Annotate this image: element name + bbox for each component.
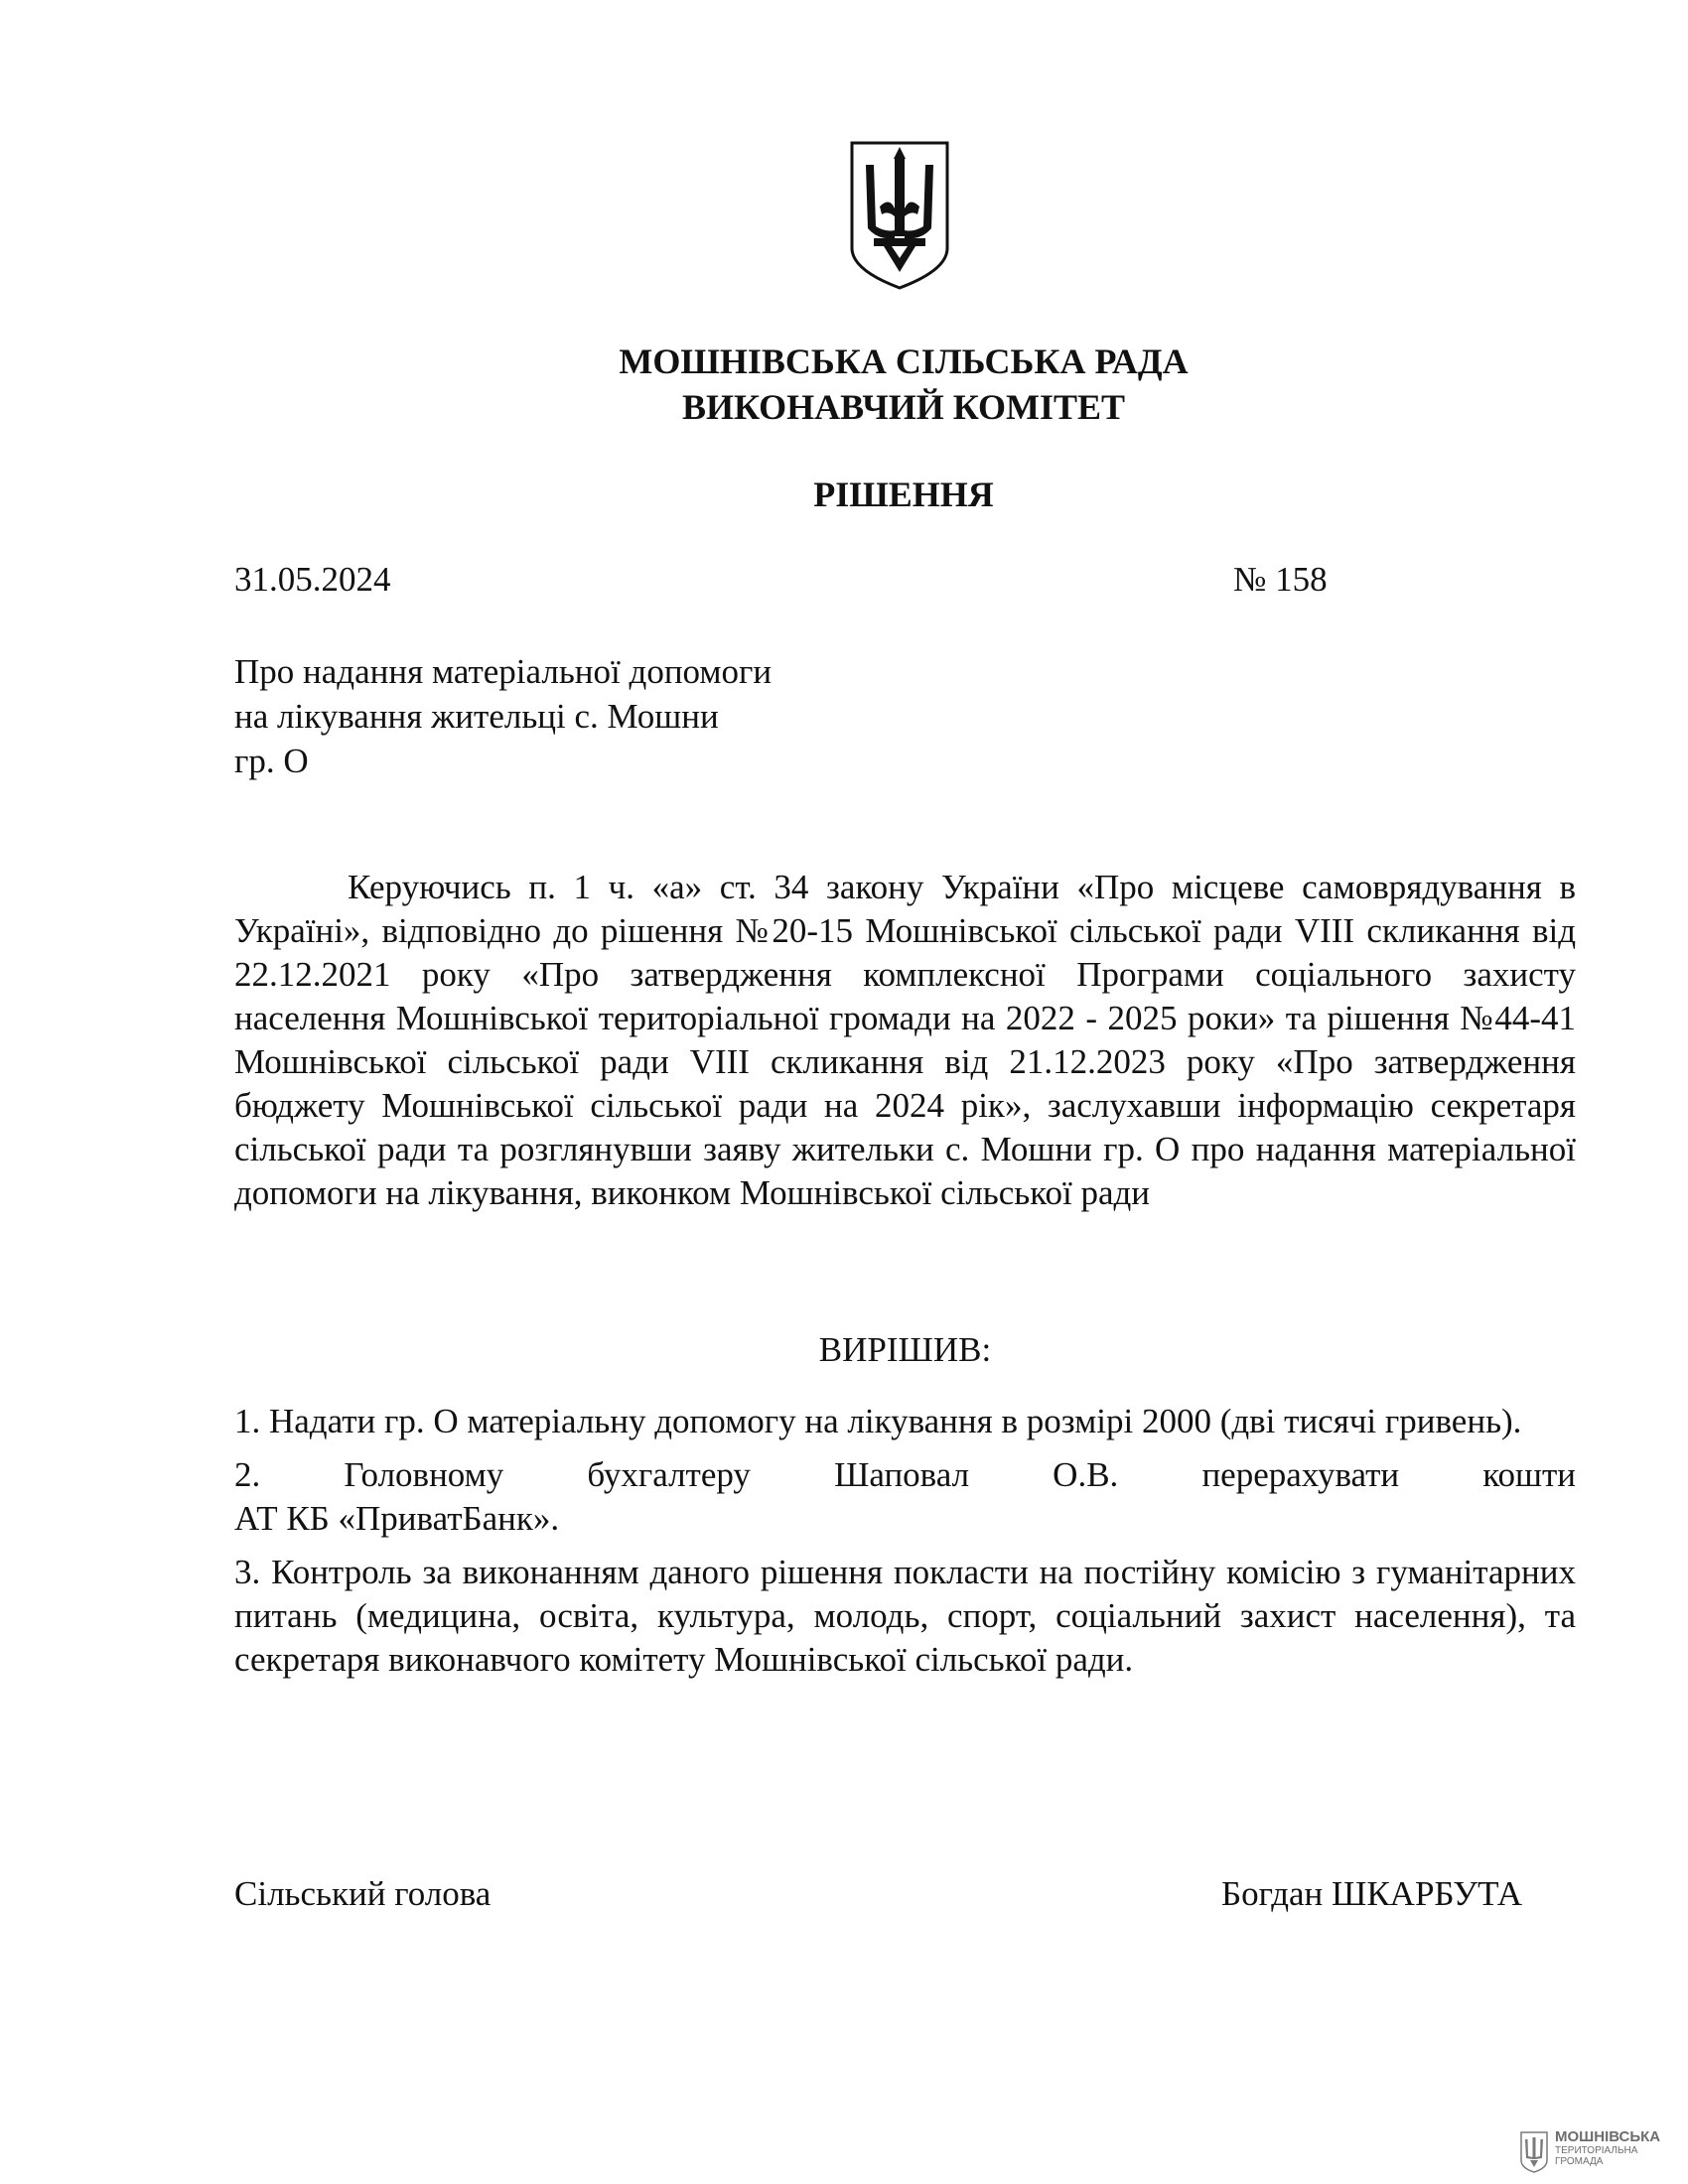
resolved-heading: ВИРІШИВ: [818, 1330, 992, 1369]
resolution-items [234, 1400, 1576, 1692]
watermark-line: ТЕРИТОРІАЛЬНА [1555, 2145, 1638, 2156]
resolution-item: 1. Надати гр. О матеріальну допомогу на лікування в розмірі 2000 (дві тисячі гривень). [234, 1402, 1522, 1440]
signatory-position: Сільський голова [234, 1874, 492, 1913]
council-title: МОШНІВСЬКА СІЛЬСЬКА РАДА [619, 341, 1189, 381]
watermark-line: МОШНІВСЬКА [1555, 2128, 1661, 2145]
decision-number: № 158 [1233, 560, 1328, 599]
decision-subject [234, 649, 772, 783]
resolution-item [234, 1453, 1576, 1541]
decision-date: 31.05.2024 [234, 560, 391, 599]
signatory-name: Богдан ШКАРБУТА [1221, 1874, 1522, 1913]
watermark-text [1555, 2128, 1660, 2167]
tryzub-small-icon [1519, 2130, 1549, 2174]
resolution-item-line: 2. Головному бухгалтеру Шаповал О.В. перерахувати кошти [234, 1455, 1576, 1494]
watermark-line: ГРОМАДА [1555, 2156, 1604, 2167]
preamble [234, 866, 1576, 1215]
document-type: РІШЕННЯ [813, 475, 994, 514]
resolution-item-line: АТ КБ «ПриватБанк». [234, 1499, 560, 1538]
watermark [1519, 2126, 1688, 2184]
subject-line: на лікування жительці с. Мошни [234, 697, 719, 736]
resolution-item: 3. Контроль за виконанням даного рішення покласти на постійну комісію з гуманітарних питань (медицина, освіта, культура, молодь, спорт, соціальний захист населення), та секретаря виконавчого комітету Мошнівської сільської ради. [234, 1553, 1576, 1679]
committee-title: ВИКОНАВЧИЙ КОМІТЕТ [681, 387, 1126, 427]
coat-of-arms-icon [846, 137, 953, 292]
subject-line: Про надання матеріальної допомоги [234, 652, 773, 691]
preamble-text: Керуючись п. 1 ч. «а» ст. 34 закону України «Про місцеве самоврядування в Україні», відповідно до рішення №20-15 Мошнівської сільської ради VIII скликання від 22.12.2021 року «Про затвердження комплексної Програми соціального захисту населення Мошнівської територіальної громади на 2022 - 2025 роки» та рішення №44-41 Мошнівської сільської ради VIII скликання від 21.12.2023 року «Про затвердження бюджету Мошнівської сільської ради на 2024 рік», заслухавши інформацію секретаря сільської ради та розглянувши заяву жительки с. Мошни гр. О про надання матеріальної допомоги на лікування, виконком Мошнівської сільської ради [234, 868, 1576, 1212]
subject-line: гр. О [234, 742, 309, 780]
